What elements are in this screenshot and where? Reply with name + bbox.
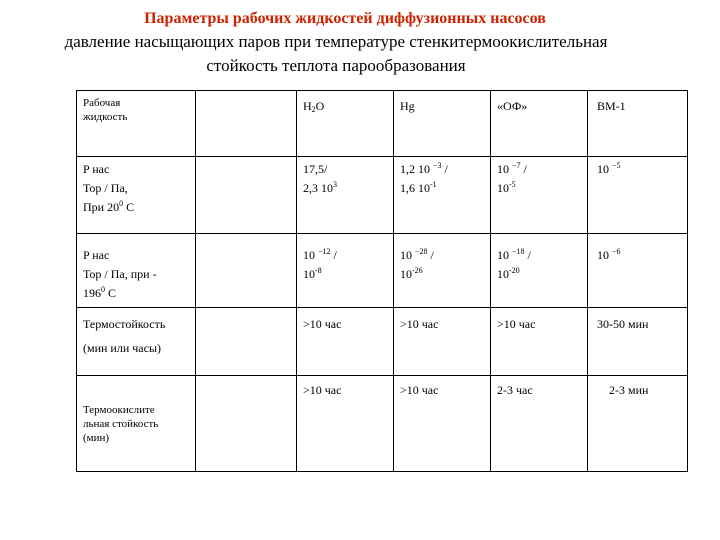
table-col-divider [296,91,297,471]
cell-h2o-pressure-196: 10 $^{-12}$ / $10^{-8}$ [303,247,337,281]
cell-h2o-pressure-20: 17,5/ 2,3 $10^3$ [303,162,337,195]
table-col-divider [490,91,491,471]
row-label-pressure-196: P нас Тор / Па, при - $196^0$ С [83,248,157,300]
header-label-working-fluid: Рабочая жидкость [83,97,128,123]
header-hg: Hg [400,99,415,113]
cell-vm1-pressure-196: 10 $^{-6}$ [597,247,621,262]
cell-hg-pressure-196: 10 $^{-28}$ / $10^{-26}$ [400,247,434,281]
header-vm1: ВМ-1 [597,99,626,113]
table-row-divider [77,233,687,234]
subtitle-line-2: стойкость теплота парообразования [206,56,466,75]
table-row-divider [77,375,687,376]
cell-of-thermo-oxidative: 2-3 час [497,383,533,397]
row-label-pressure-20: P нас Тор / Па, При $20^0$ С [83,162,135,214]
row-label-thermo-oxidative: Термоокислите льная стойкость (мин) [83,404,159,444]
table-row-divider [77,307,687,308]
cell-vm1-pressure-20: 10 $^{-5}$ [597,161,621,176]
cell-of-thermal: >10 час [497,317,536,331]
table-col-divider [393,91,394,471]
header-h2o: $H_2O$ [303,99,325,114]
cell-hg-thermal: >10 час [400,317,439,331]
cell-hg-pressure-20: 1,2 10 $^{-3}$ / 1,6 $10^{-1}$ [400,161,448,195]
cell-h2o-thermal: >10 час [303,317,342,331]
subtitle-line-1: давление насыщающих паров при температуре стенкитермоокислительная [64,32,608,51]
page-title: Параметры рабочих жидкостей диффузионных насосов [144,10,546,27]
cell-of-pressure-20: 10 $^{-7}$ / $10^{-5}$ [497,161,527,195]
parameters-table [76,90,688,472]
cell-hg-thermo-oxidative: >10 час [400,383,439,397]
cell-h2o-thermo-oxidative: >10 час [303,383,342,397]
cell-vm1-thermal: 30-50 мин [597,317,649,331]
table-col-divider [195,91,196,471]
table-col-divider [587,91,588,471]
cell-vm1-thermo-oxidative: 2-3 мин [609,383,649,397]
cell-of-pressure-196: 10 $^{-18}$ / $10^{-20}$ [497,247,531,281]
table-row-divider [77,156,687,157]
header-of: «ОФ» [497,99,528,113]
row-label-thermal-stability: Термостойкость (мин или часы) [83,317,166,355]
